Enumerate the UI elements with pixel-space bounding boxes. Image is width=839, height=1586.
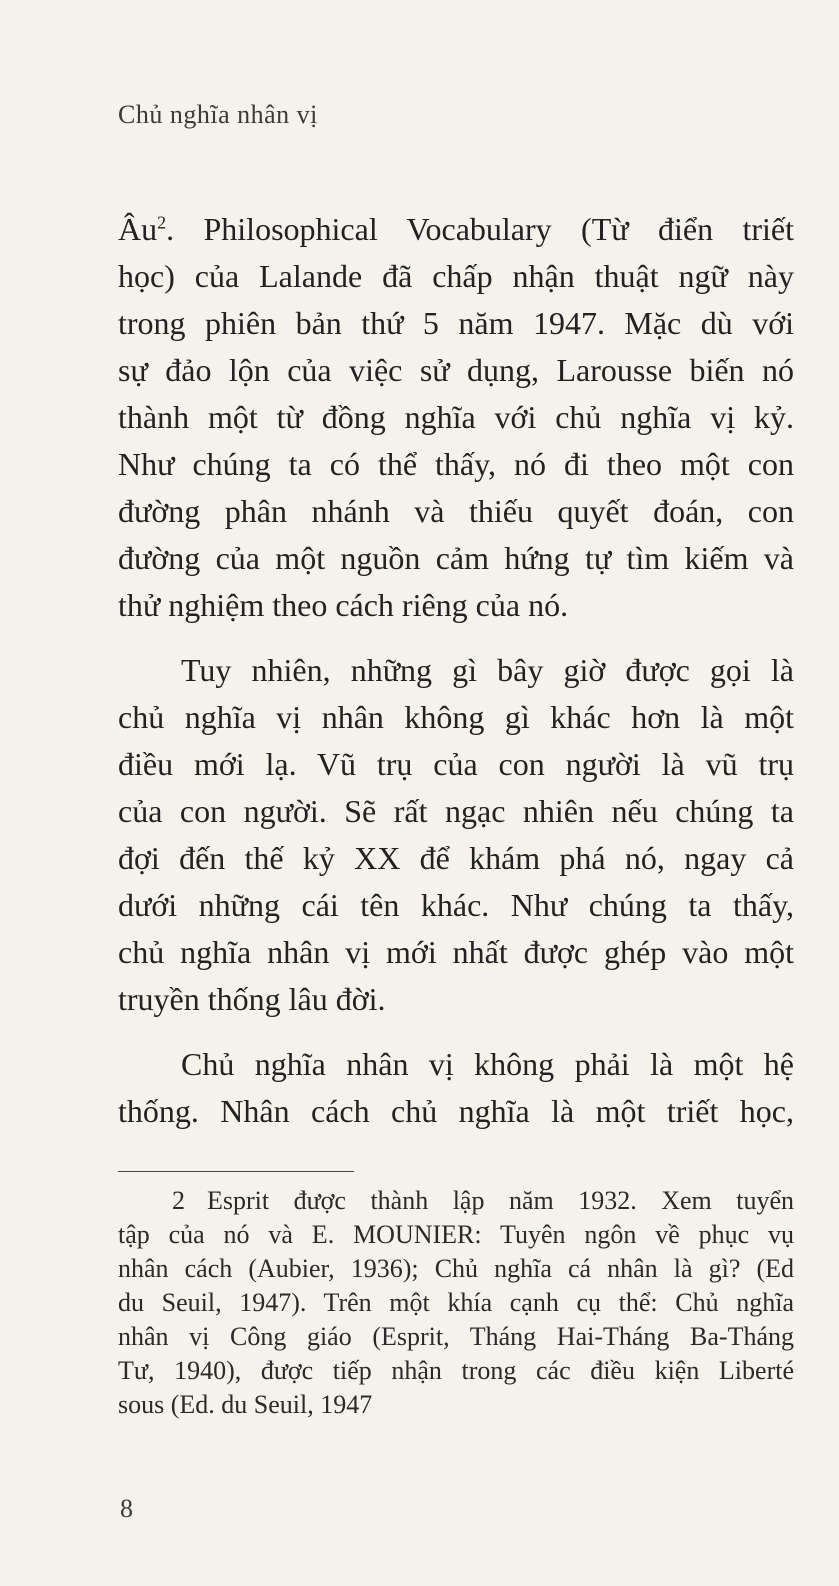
page-number: 8 xyxy=(120,1494,133,1523)
text-fragment: . Philosophical Vocabulary (Từ điển triết xyxy=(166,211,794,247)
paragraph-gap xyxy=(118,629,794,647)
footnotes xyxy=(118,1184,794,1422)
paragraph-2 xyxy=(118,647,794,1023)
text-line: của con người. Sẽ rất ngạc nhiên nếu chúng ta xyxy=(118,793,794,829)
text-line: đường phân nhánh và thiếu quyết đoán, con xyxy=(118,493,794,529)
footnote-number: 2 xyxy=(172,1186,185,1215)
text-line: sự đảo lộn của việc sử dụng, Larousse biến nó xyxy=(118,352,794,388)
footnote-line: nhân vị Công giáo (Esprit, Tháng Hai-Tháng Ba-Tháng xyxy=(118,1322,794,1351)
paragraph-3 xyxy=(118,1041,794,1135)
footnote-line: du Seuil, 1947). Trên một khía cạnh cụ thể: Chủ nghĩa xyxy=(118,1288,794,1317)
text-line: dưới những cái tên khác. Như chúng ta thấy, xyxy=(118,887,794,923)
text-line: chủ nghĩa vị nhân không gì khác hơn là một xyxy=(118,699,794,735)
text-line: đường của một nguồn cảm hứng tự tìm kiếm và xyxy=(118,540,794,576)
footnote-line xyxy=(118,1184,794,1218)
text-line: Như chúng ta có thể thấy, nó đi theo một con xyxy=(118,446,794,482)
text-line: trong phiên bản thứ 5 năm 1947. Mặc dù với xyxy=(118,305,794,341)
text-line: đợi đến thế kỷ XX để khám phá nó, ngay cả xyxy=(118,840,794,876)
running-header: Chủ nghĩa nhân vị xyxy=(118,100,318,129)
text-line: thống. Nhân cách chủ nghĩa là một triết học, xyxy=(118,1093,794,1129)
paragraph-1 xyxy=(118,206,794,629)
body-text xyxy=(118,206,794,1135)
text-line: thử nghiệm theo cách riêng của nó. xyxy=(118,587,569,623)
footnote-line: nhân cách (Aubier, 1936); Chủ nghĩa cá nhân là gì? (Ed xyxy=(118,1254,794,1283)
footnote-reference: 2 xyxy=(157,212,167,233)
footnote-line: tập của nó và E. MOUNIER: Tuyên ngôn về phục vụ xyxy=(118,1220,794,1249)
paragraph-gap xyxy=(118,1023,794,1041)
text-line: thành một từ đồng nghĩa với chủ nghĩa vị kỷ. xyxy=(118,399,794,435)
text-line: chủ nghĩa nhân vị mới nhất được ghép vào một xyxy=(118,934,794,970)
footnote-line: Tư, 1940), được tiếp nhận trong các điều kiện Liberté xyxy=(118,1356,794,1385)
text-line: Chủ nghĩa nhân vị không phải là một hệ xyxy=(181,1046,794,1082)
text-line: Tuy nhiên, những gì bây giờ được gọi là xyxy=(181,652,794,688)
footnote-text: Esprit được thành lập năm 1932. Xem tuyển xyxy=(207,1186,794,1215)
text-line: điều mới lạ. Vũ trụ của con người là vũ trụ xyxy=(118,746,794,782)
footnote-line: sous (Ed. du Seuil, 1947 xyxy=(118,1390,373,1419)
footnote-separator xyxy=(118,1171,354,1172)
text-line: truyền thống lâu đời. xyxy=(118,981,386,1017)
text-line: học) của Lalande đã chấp nhận thuật ngữ này xyxy=(118,258,794,294)
text-line xyxy=(118,206,794,253)
text-fragment: Âu xyxy=(118,211,158,247)
footnote-2 xyxy=(118,1184,794,1422)
